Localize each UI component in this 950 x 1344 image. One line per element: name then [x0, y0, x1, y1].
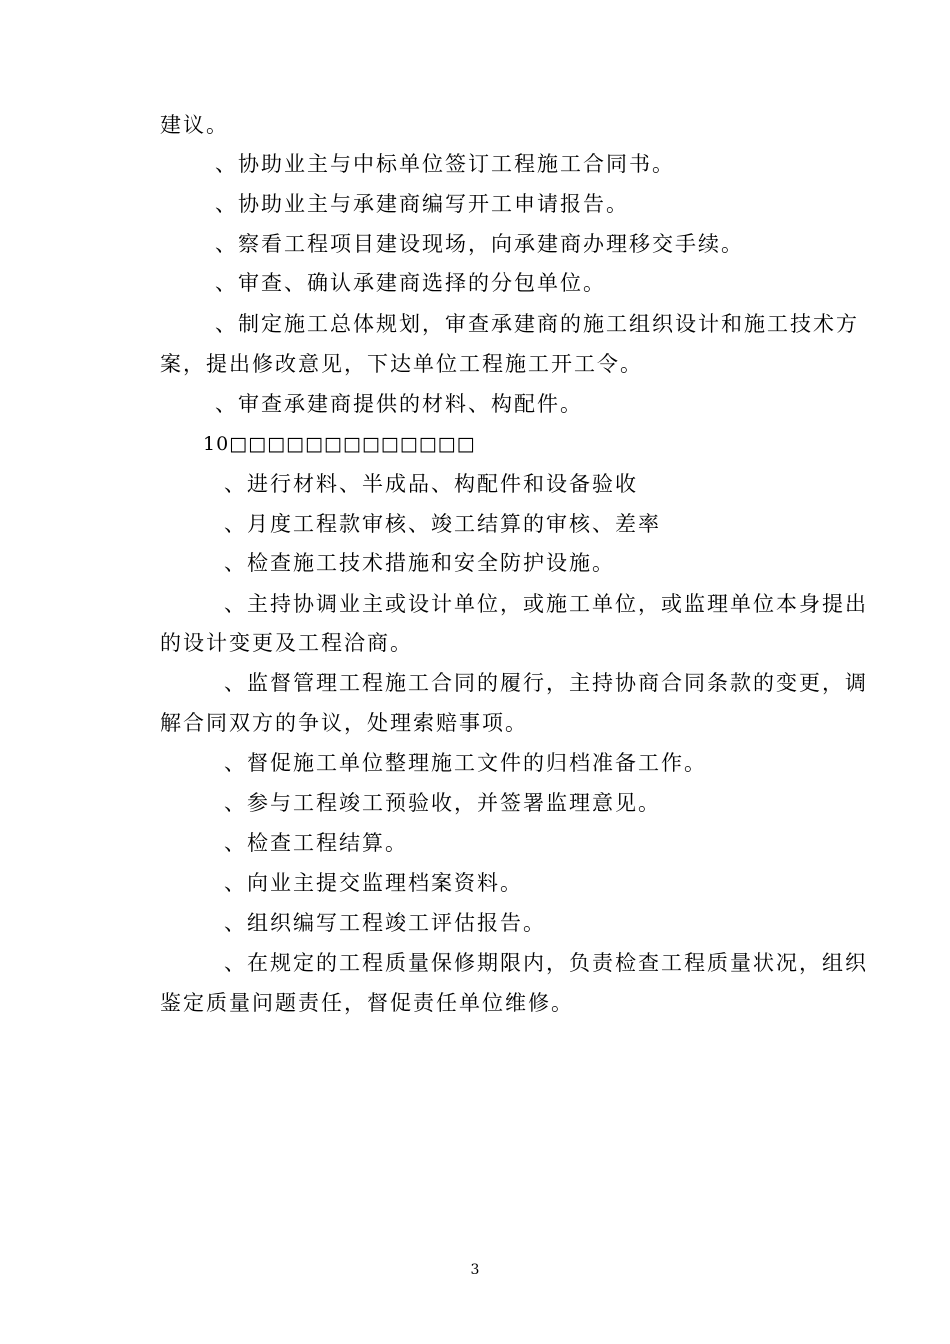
text-line: 解合同双方的争议，处理索赔事项。	[160, 711, 528, 735]
section-heading: 10□□□□□□□□□□□□□	[203, 433, 476, 455]
text-line: 、向业主提交监理档案资料。	[224, 871, 523, 895]
text-line: 鉴定质量问题责任，督促责任单位维修。	[160, 991, 574, 1015]
text-line: 、月度工程款审核、竣工结算的审核、差率	[224, 512, 661, 536]
text-line: 、协助业主与中标单位签订工程施工合同书。	[215, 152, 675, 176]
page-number: 3	[470, 1262, 480, 1278]
text-line: 、组织编写工程竣工评估报告。	[224, 911, 546, 935]
text-line: 、参与工程竣工预验收，并签署监理意见。	[224, 791, 661, 815]
text-line: 、进行材料、半成品、构配件和设备验收	[224, 472, 638, 496]
text-line: 、监督管理工程施工合同的履行，主持协商合同条款的变更，调	[224, 671, 868, 695]
text-line: 、察看工程项目建设现场，向承建商办理移交手续。	[215, 232, 744, 256]
text-line: 、检查工程结算。	[224, 831, 408, 855]
text-line: 、在规定的工程质量保修期限内，负责检查工程质量状况，组织	[224, 951, 868, 975]
text-line: 、审查承建商提供的材料、构配件。	[215, 392, 583, 416]
text-line: 、督促施工单位整理施工文件的归档准备工作。	[224, 751, 707, 775]
text-line: 建议。	[160, 113, 229, 137]
text-line: 、主持协调业主或设计单位，或施工单位，或监理单位本身提出	[224, 592, 868, 616]
text-line: 、制定施工总体规划，审查承建商的施工组织设计和施工技术方	[215, 312, 859, 336]
text-line: 的设计变更及工程洽商。	[160, 631, 413, 655]
text-line: 、协助业主与承建商编写开工申请报告。	[215, 192, 629, 216]
text-line: 案，提出修改意见，下达单位工程施工开工令。	[160, 352, 643, 376]
text-line: 、审查、确认承建商选择的分包单位。	[215, 271, 606, 295]
text-line: 、检查施工技术措施和安全防护设施。	[224, 551, 615, 575]
